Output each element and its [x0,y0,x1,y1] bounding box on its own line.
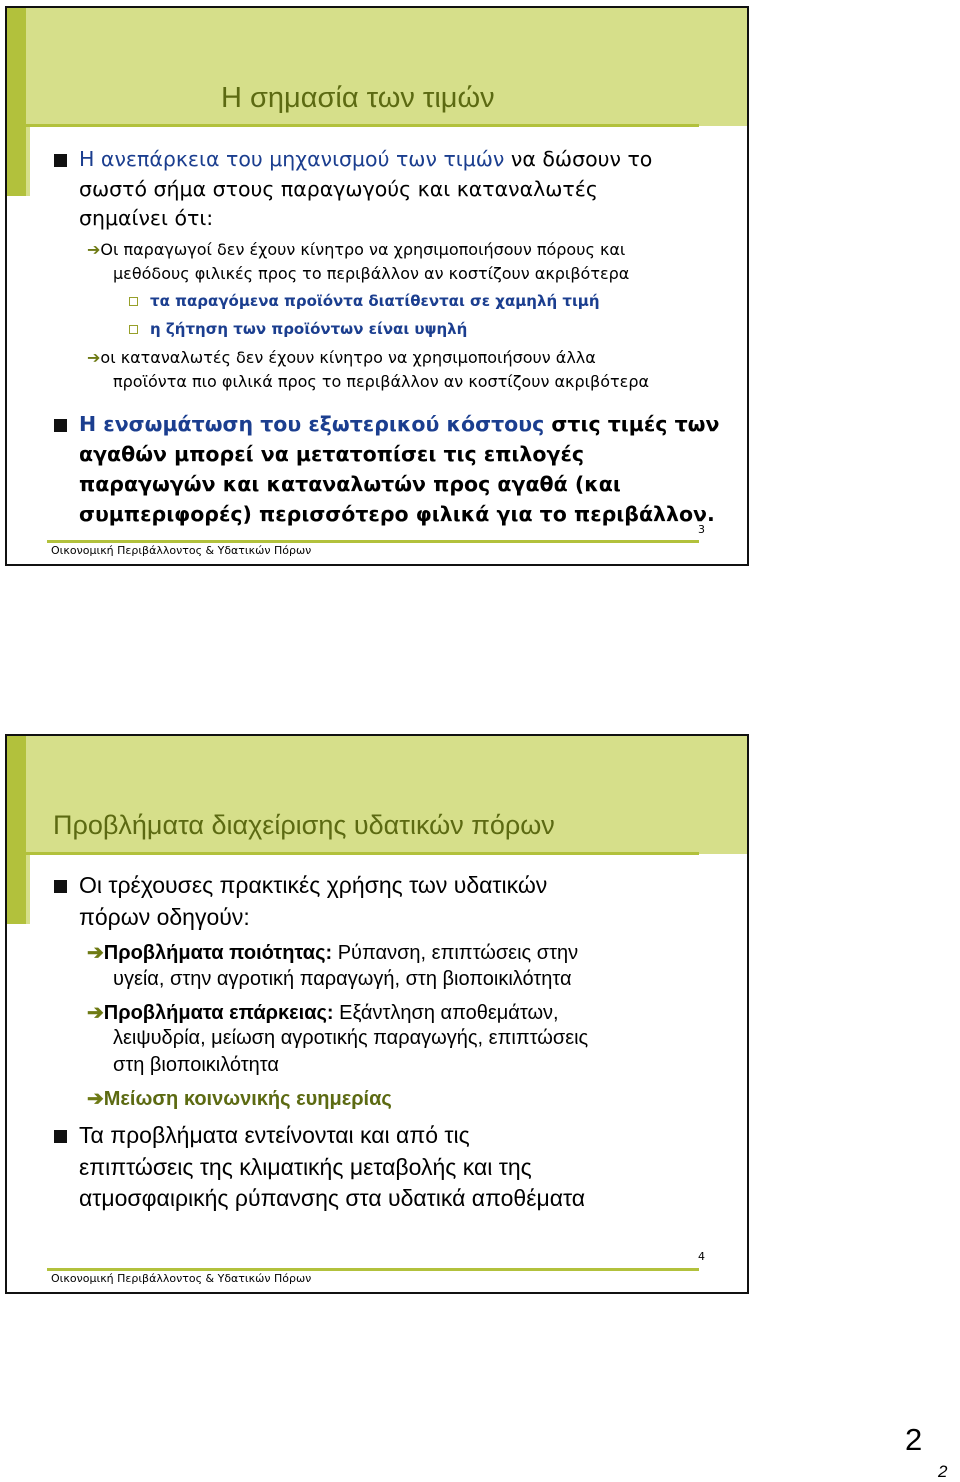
black-square-icon [54,154,67,167]
sub-bullet-line: ➔οι καταναλωτές δεν έχουν κίνητρο να χρησιμοποιήσουν άλλα [87,348,596,367]
sub-bullet-line: ➔Προβλήματα επάρκειας: Εξάντληση αποθεμάτων, [87,1002,559,1024]
arrow-right-icon: ➔ [87,240,101,259]
bullet-line: πόρων οδηγούν: [79,904,250,930]
arrow-right-icon: ➔ [87,1088,104,1110]
slide-title: Προβλήματα διαχείρισης υδατικών πόρων [53,810,555,840]
slide-footer: Οικονομική Περιβάλλοντος & Υδατικών Πόρων [51,1272,312,1285]
bullet-line: Η ενσωμάτωση του εξωτερικού κόστους στις τιμές των [54,412,719,436]
sub-bullet-line: υγεία, στην αγροτική παραγωγή, στη βιοποικιλότητα [113,968,572,990]
sub-bullet-line: στη βιοποικιλότητα [113,1054,279,1076]
arrow-right-icon: ➔ [87,942,104,964]
slide-page-number: 3 [698,523,705,536]
arrow-right-icon: ➔ [87,1002,104,1024]
footer-rule [47,1268,699,1271]
slide-left-band-accent [26,854,30,924]
footer-rule [47,540,699,543]
bullet-line: αγαθών μπορεί να μετατοπίσει τις επιλογές [79,442,585,466]
bullet-line: σημαίνει ότι: [79,206,214,230]
bullet-line: ατμοσφαιρικής ρύπανσης στα υδατικά αποθέματα [79,1185,586,1211]
highlight-text: Η ανεπάρκεια του μηχανισμού των τιμών [79,147,505,171]
sub-bullet-line: λειψυδρία, μείωση αγροτικής παραγωγής, επιπτώσεις [113,1027,589,1049]
bullet-line: συμπεριφορές) περισσότερο φιλικά για το περιβάλλον. [79,502,715,526]
sub-bullet-line: ➔Οι παραγωγοί δεν έχουν κίνητρο να χρησιμοποιήσουν πόρους και [87,240,626,259]
sub-bullet-line: ➔Μείωση κοινωνικής ευημερίας [87,1088,392,1110]
title-rule [7,124,699,127]
bullet-line: Η ανεπάρκεια του μηχανισμού των τιμών να δώσουν το [54,147,652,171]
bullet-line: Τα προβλήματα εντείνονται και από τις [54,1122,470,1149]
subsub-bullet-line: η ζήτηση των προϊόντων είναι υψηλή [129,320,467,338]
slide-left-band [7,736,26,924]
hollow-square-icon [129,325,138,334]
title-rule [7,852,699,855]
black-square-icon [54,1130,67,1143]
sub-bullet-line: μεθόδους φιλικές προς το περιβάλλον αν κοστίζουν ακριβότερα [113,264,630,283]
bullet-line: παραγωγών και καταναλωτών προς αγαθά (και [79,472,621,496]
slide-title: Η σημασία των τιμών [221,82,495,114]
bullet-line: Οι τρέχουσες πρακτικές χρήσης των υδατικών [54,872,547,899]
slide-left-band-accent [26,126,30,196]
slide-page-number: 4 [698,1250,705,1263]
bullet-line: επιπτώσεις της κλιματικής μεταβολής και της [79,1154,532,1180]
arrow-right-icon: ➔ [87,348,101,367]
hollow-square-icon [129,297,138,306]
slide-footer: Οικονομική Περιβάλλοντος & Υδατικών Πόρων [51,544,312,557]
black-square-icon [54,419,67,432]
slide-4 [5,734,749,1294]
subsub-bullet-line: τα παραγόμενα προϊόντα διατίθενται σε χαμηλή τιμή [129,292,600,310]
sub-bullet-line: ➔Προβλήματα ποιότητας: Ρύπανση, επιπτώσεις στην [87,942,579,964]
sub-bullet-line: προϊόντα πιο φιλικά προς το περιβάλλον αν κοστίζουν ακριβότερα [113,372,650,391]
handout-page-number-small: 2 [938,1462,948,1481]
slide-left-band [7,8,26,196]
black-square-icon [54,880,67,893]
bullet-line: σωστό σήμα στους παραγωγούς και καταναλωτές [79,177,598,201]
handout-page-number: 2 [905,1422,923,1457]
slide-3 [5,6,749,566]
highlight-text: Η ενσωμάτωση του εξωτερικού κόστους [79,412,545,436]
